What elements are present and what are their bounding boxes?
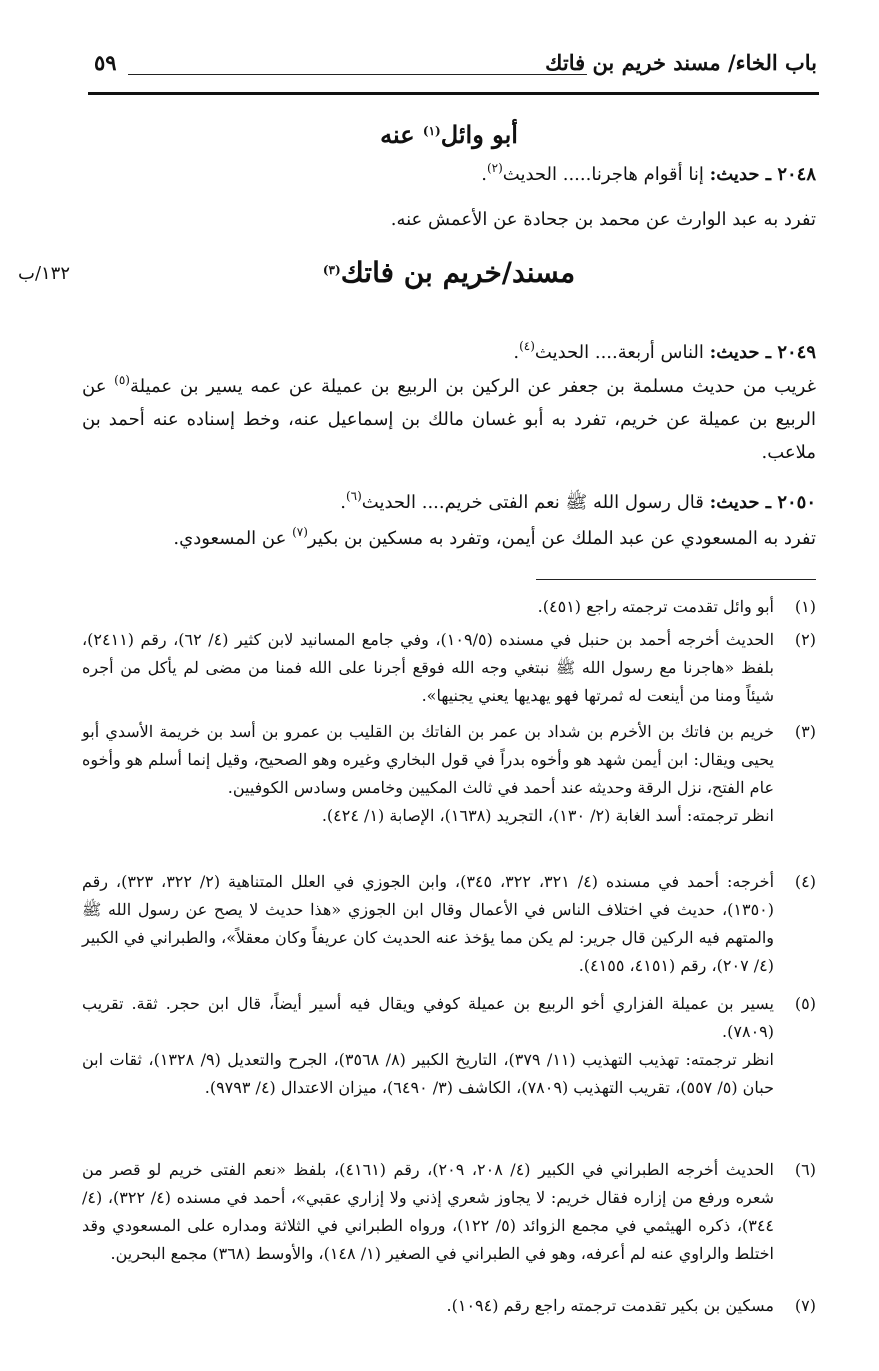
footnote-5 — [82, 990, 816, 1102]
hadith-number: ٢٠٤٨ ـ حديث: — [709, 164, 816, 185]
footnote-text: خريم بن فاتك بن الأخرم بن شداد بن عمر بن الفاتك بن القليب بن عمرو بن أسد بن خريمة الأسدي أبو يحيى ويقال: ابن أيمن شهد هو وأخوه بدراً في قول البخاري وغيره وهو الصحيح، وقيل إنما أسلم هو وأخوه عام الفتح، نزل الرقة وحديثه عند أحمد في ثالث المكيين وخامس وسادس الكوفيين. — [82, 722, 775, 797]
footnote-ref-4: (٤) — [519, 339, 535, 353]
footnote-number: (٦) — [794, 1160, 816, 1179]
hadith-number: ٢٠٥٠ ـ حديث: — [709, 492, 816, 513]
hadith-2048: ٢٠٤٨ ـ حديث: إنا أقوام هاجرنا..... الحديث$^{(٢)}$. — [481, 161, 816, 185]
footnote-subtext: انظر ترجمته: تهذيب التهذيب (١١/ ٣٧٩)، التاريخ الكبير (٨/ ٣٥٦٨)، الجرح والتعديل (٩/ ١٣٢٨)، ثقات ابن حبان (٥/ ٥٥٧)، تقريب التهذيب (٧٨٠٩)، الكاشف (٣/ ٦٤٩٠)، ميزان الاعتدال (٤/ ٩٧٩٣). — [82, 1050, 774, 1097]
hadith-2049: ٢٠٤٩ ـ حديث: الناس أربعة.... الحديث$^{(٤)}$. — [513, 339, 816, 363]
section-heading-khuraym: مسند/خريم بن فاتك$^{(٣)}$ — [322, 256, 576, 289]
footnote-ref-7: (٧) — [292, 525, 308, 539]
footnote-text: أبو وائل تقدمت ترجمته راجع (٤٥١). — [537, 597, 774, 616]
running-header-title: باب الخاء/ مسند خريم بن فاتك — [545, 50, 817, 75]
footnote-subtext: انظر ترجمته: أسد الغابة (٢/ ١٣٠)، التجريد (١٦٣٨)، الإصابة (١/ ٤٢٤). — [321, 806, 774, 825]
manuscript-folio-note: ١٣٢/ب — [18, 263, 71, 284]
footnote-number: (٥) — [794, 994, 816, 1013]
hadith-2048-note: تفرد به عبد الوارث عن محمد بن جحادة عن الأعمش عنه. — [390, 209, 816, 230]
footnote-3 — [82, 718, 816, 830]
footnote-number: (٧) — [794, 1296, 816, 1315]
footnote-ref-6: (٦) — [345, 489, 362, 503]
footnote-text: أخرجه: أحمد في مسنده (٤/ ٣٢١، ٣٢٢، ٣٤٥)، وابن الجوزي في العلل المتناهية (٢/ ٣٢٢، ٣٢٣)، رقم (١٣٥٠)، حديث في اختلاف الناس في الأعمال وقال ابن الجوزي «هذا حديث لا يصح عن رسول الله ﷺ والمتهم فيه الركين قال جرير: لم يكن مما يؤخذ عنه الحديث كان عريفاً وكان معقلاً»، والطبراني في الكبير (٤/ ٢٠٧)، رقم (٤١٥١، ٤١٥٥). — [82, 872, 775, 975]
footnote-number: (١) — [794, 597, 816, 616]
header-rule — [88, 92, 819, 95]
footnote-ref-5: (٥) — [114, 373, 130, 387]
footnote-ref-2: (٢) — [486, 161, 503, 175]
footnote-text: الحديث أخرجه الطبراني في الكبير (٤/ ٢٠٨، ٢٠٩)، رقم (٤١٦١)، بلفظ «نعم الفتى خريم لو قصر من شعره ورفع من إزاره فقال خريم: لا يجاوز شعري إذني ولا إزاري عقبي»، أحمد في مسنده (٤/ ٣٢٢)، (٤/ ٣٤٤)، ذكره الهيثمي في مجمع الزوائد (٥/ ١٢٢)، ورواه الطبراني في الثلاثة ومداره على المسعودي وقد اختلط والراوي عنه لم أعرفه، وهو في الطبراني في الصغير (١/ ١٤٨)، والأوسط (٣٦٨) مجمع البحرين. — [82, 1160, 775, 1263]
footnote-text: يسير بن عميلة الفزاري أخو الربيع بن عميلة كوفي ويقال فيه أسير أيضاً، قال ابن حجر. ثقة. تقريب (٧٨٠٩). — [82, 994, 775, 1041]
footnote-number: (٢) — [794, 630, 816, 649]
footnote-ref-1: (١) — [422, 124, 441, 138]
footnote-7 — [82, 1292, 816, 1320]
footnote-number: (٤) — [794, 872, 816, 891]
footnote-6 — [82, 1156, 816, 1268]
header-leader-line — [128, 74, 587, 75]
footnote-ref-3: (٣) — [322, 263, 341, 277]
footnote-4 — [82, 868, 816, 980]
footnote-text: الحديث أخرجه أحمد بن حنبل في مسنده (١٠٩/٥)، وفي جامع المسانيد لابن كثير (٤/ ٦٢)، رقم (٢٤١١)، بلفظ «هاجرنا مع رسول الله ﷺ نبتغي وجه الله فوقع أجرنا على الله فمنا من مضى لم يأكل من أجره شيئاً ومنا من أينعت له ثمرتها فهو يهديها يعني يجنيها». — [82, 630, 775, 705]
footnote-1 — [82, 593, 816, 621]
hadith-2050-note: تفرد به المسعودي عن عبد الملك عن أيمن، وتفرد به مسكين بن بكير$^{(٧)}$ عن المسعودي. — [173, 525, 816, 549]
footnote-text: مسكين بن بكير تقدمت ترجمته راجع رقم (١٠٩٤). — [446, 1296, 774, 1315]
footnote-separator — [536, 579, 816, 580]
footnote-2 — [82, 626, 816, 710]
page-number: ٥٩ — [94, 50, 117, 75]
footnote-number: (٣) — [794, 722, 816, 741]
hadith-2049-note: غريب من حديث مسلمة بن جعفر عن الركين بن الربيع بن عميلة عن عمه يسير بن عميلة$^{(٥)}$ عن الربيع بن عميلة عن خريم، تفرد به أبو غسان مالك بن إسماعيل عنه، وخط إسناده عنه أحمد بن ملاعب. — [82, 373, 816, 463]
section-heading-abu-wail: أبو وائل$^{(١)}$ عنه — [380, 120, 518, 149]
hadith-2050: ٢٠٥٠ ـ حديث: قال رسول الله ﷺ نعم الفتى خريم.... الحديث$^{(٦)}$. — [340, 489, 816, 513]
hadith-number: ٢٠٤٩ ـ حديث: — [709, 342, 816, 363]
